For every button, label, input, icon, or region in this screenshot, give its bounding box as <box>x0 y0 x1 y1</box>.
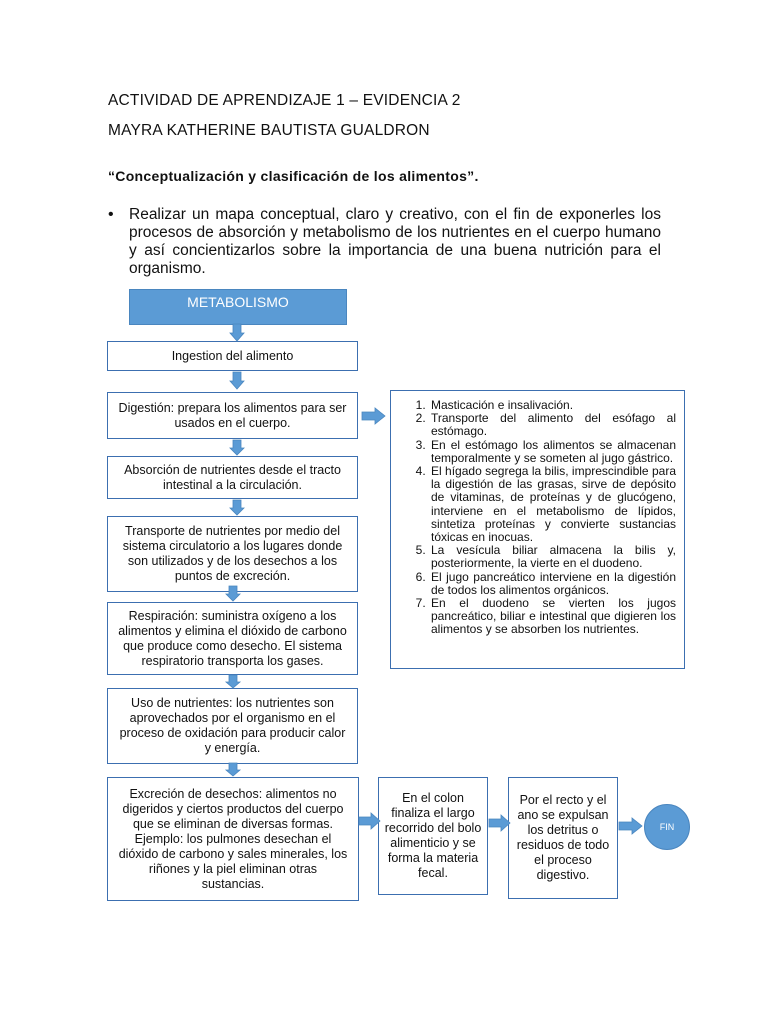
right-arrow-icon <box>619 818 643 834</box>
step-respiration: Respiración: suministra oxígeno a los alimentos y elimina el dióxido de carbono que produce como desecho. El sistema respiratorio transporta los gases. <box>107 602 358 675</box>
down-arrow-icon <box>230 372 244 390</box>
right-arrow-icon <box>489 815 511 831</box>
instruction-bullet <box>108 206 661 278</box>
right-arrow-icon <box>362 408 386 424</box>
step-transport: Transporte de nutrientes por medio del sistema circulatorio a los lugares donde son utilizados y de los desechos a los puntos de excreción. <box>107 516 358 592</box>
author-name: MAYRA KATHERINE BAUTISTA GUALDRON <box>108 122 430 139</box>
step-ingestion: Ingestion del alimento <box>107 341 358 371</box>
fin-circle: FIN <box>644 804 690 850</box>
digestion-details-list <box>390 390 685 669</box>
activity-title: ACTIVIDAD DE APRENDIZAJE 1 – EVIDENCIA 2 <box>108 92 461 109</box>
instruction-text: Realizar un mapa conceptual, claro y creativo, con el fin de exponerles los procesos de absorción y metabolismo de los nutrientes en el cuerpo humano y así concientizarlos sobre la importancia de una buena nutrición para el organismo. <box>129 206 661 277</box>
down-arrow-icon <box>226 763 240 777</box>
list-item: 7. En el duodeno se vierten los jugos pancreático, biliar e intestinal que digieren los alimentos y se absorben los nutrientes. <box>429 597 676 637</box>
down-arrow-icon <box>230 500 244 516</box>
step-absorption: Absorción de nutrientes desde el tracto intestinal a la circulación. <box>107 456 358 499</box>
list-item: 6. El jugo pancreático interviene en la digestión de todos los alimentos orgánicos. <box>429 571 676 597</box>
down-arrow-icon <box>226 586 240 602</box>
list-item: 1. Masticación e insalivación. <box>429 399 676 412</box>
metabolismo-header: METABOLISMO <box>129 289 347 325</box>
list-item: 5. La vesícula biliar almacena la bilis y, posteriormente, la vierte en el duodeno. <box>429 544 676 570</box>
down-arrow-icon <box>230 324 244 342</box>
step-digestion: Digestión: prepara los alimentos para ser usados en el cuerpo. <box>107 392 358 439</box>
colon-box: En el colon finaliza el largo recorrido del bolo alimenticio y se forma la materia fecal. <box>378 777 488 895</box>
down-arrow-icon <box>230 440 244 456</box>
document-title: “Conceptualización y clasificación de los alimentos”. <box>108 168 479 184</box>
step-nutrient-use: Uso de nutrientes: los nutrientes son aprovechados por el organismo en el proceso de oxidación para producir calor y energía. <box>107 688 358 764</box>
list-item: 3. En el estómago los alimentos se almacenan temporalmente y se someten al jugo gástrico. <box>429 439 676 465</box>
step-excretion: Excreción de desechos: alimentos no digeridos y ciertos productos del cuerpo que se eliminan de diversas formas. Ejemplo: los pulmones desechan el dióxido de carbono y sales minerales, los riñones y la piel eliminan otras sustancias. <box>107 777 359 901</box>
recto-box: Por el recto y el ano se expulsan los detritus o residuos de todo el proceso digestivo. <box>508 777 618 899</box>
down-arrow-icon <box>226 675 240 689</box>
list-item: 4. El hígado segrega la bilis, imprescindible para la digestión de las grasas, sirve de depósito de vitaminas, de proteínas y de glucógeno, interviene en el metabolismo de lípidos, sintetiza proteínas y convierte sustancias tóxicas en inocuas. <box>429 465 676 544</box>
list-item: 2. Transporte del alimento del esófago al estómago. <box>429 412 676 438</box>
right-arrow-icon <box>359 813 381 829</box>
bullet-dot: • <box>108 206 114 223</box>
